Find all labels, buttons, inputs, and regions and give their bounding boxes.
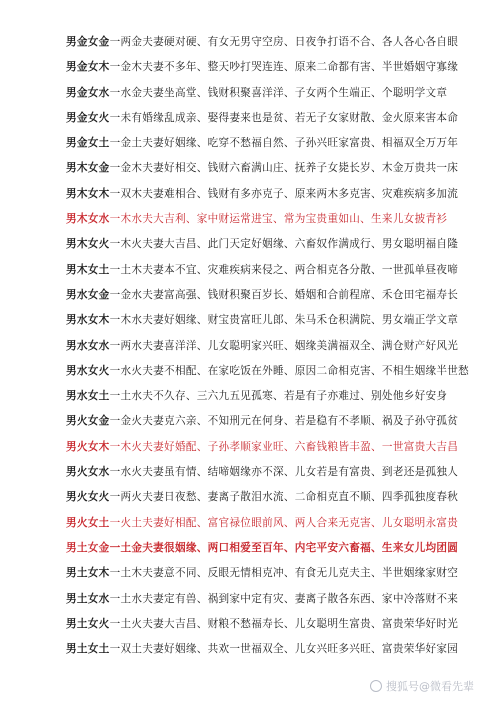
text-line <box>0 536 500 561</box>
line-head: 男土女土 <box>66 643 110 656</box>
text-line <box>0 156 500 181</box>
text-line <box>0 258 500 283</box>
line-head: 男金女金 <box>66 36 110 48</box>
line-head: 男水女金 <box>66 288 110 301</box>
text-line <box>0 30 500 55</box>
line-text: 一水火夫妻不相配、在家吃饭在外睡、原因二命相克害、不相生姻缘半世愁 <box>109 364 470 377</box>
line-head: 男水女火 <box>66 364 110 377</box>
line-text: 一双木夫妻难相合、钱财有多亦克子、原来两木多克害、灾难疾病多加流 <box>109 187 459 200</box>
line-text: 一未有婚缘乱成亲、娶得妻来也是贫、若无子女家财散、金火原来害本命 <box>109 111 459 124</box>
line-head: 男火女金 <box>66 415 110 428</box>
line-head: 男金女水 <box>66 86 110 99</box>
line-text: 一土金夫妻很姻缘、两口相爱至百年、内宅平安六畜福、生来女儿均团圆 <box>109 541 459 554</box>
text-line <box>0 359 500 384</box>
line-text: 一土水夫妻定有兽、祸到家中定有灾、妻离子散各东西、家中冷落财不来 <box>109 592 459 605</box>
line-head: 男水女土 <box>66 390 110 403</box>
text-line <box>0 460 500 485</box>
line-text: 一两水夫妻喜洋洋、儿女聪明家兴旺、姻缘美满福双全、满仓财产好风光 <box>109 339 459 352</box>
line-head: 男土女火 <box>66 617 110 630</box>
line-head: 男火女木 <box>66 440 110 453</box>
line-text: 一金木夫妻好相交、钱财六畜满山庄、抚养子女毙长岁、木金万贵共一床 <box>109 162 459 175</box>
line-text: 一木水夫大吉利、家中财运常进宝、常为宝贵重如山、生来儿女披青衫 <box>109 213 448 226</box>
line-head: 男火女火 <box>66 491 110 504</box>
document-body <box>0 30 500 662</box>
text-line <box>0 182 500 207</box>
line-head: 男水女木 <box>66 314 110 327</box>
text-line <box>0 207 500 232</box>
text-line <box>0 637 500 662</box>
line-head: 男木女金 <box>66 162 110 175</box>
line-head: 男金女木 <box>66 61 110 74</box>
line-text: 一金木夫妻不多年、整天吵打哭连连、原来二命都有害、半世婚姻守寡缘 <box>109 61 459 74</box>
line-head: 男土女金 <box>66 541 110 554</box>
line-text: 一土火夫妻大吉昌、财粮不愁福寿长、儿女聪明生富贵、富贵荣华好时光 <box>109 617 459 630</box>
line-head: 男水女水 <box>66 339 110 352</box>
line-head: 男金女土 <box>66 137 110 150</box>
line-text: 一两火夫妻日夜愁、妻离子散泪水流、二命相克直不顺、四季孤独度春秋 <box>109 491 459 504</box>
line-text: 一金水夫妻富高强、钱财积聚百岁长、婚姻和合前程席、禾仓田宅福寿长 <box>109 288 459 301</box>
text-line <box>0 435 500 460</box>
line-text: 一金火夫妻克六亲、不知刑元在何身、若是稳有不孝顺、祸及子孙守孤贫 <box>109 415 459 428</box>
line-text: 一木水夫妻好姻缘、财宝贵富旺儿郎、朱马禾仓积满院、男女端正学文章 <box>109 314 459 327</box>
text-line <box>0 561 500 586</box>
text-line <box>0 131 500 156</box>
text-line <box>0 409 500 434</box>
line-text: 一两金夫妻硬对硬、有女无男守空房、日夜争打语不合、各人各心各自眼 <box>109 36 459 48</box>
line-head: 男金女火 <box>66 111 110 124</box>
line-text: 一水金夫妻坐高堂、钱财积聚喜洋洋、子女两个生端正、个聪明学文章 <box>109 86 448 99</box>
watermark-text: 搜狐号@微看先辈 <box>386 680 474 693</box>
line-text: 一木火夫妻大吉昌、此门天定好姻缘、六畜奴作满成行、男女聪明福自隆 <box>109 238 459 251</box>
sohu-logo-icon <box>370 680 382 692</box>
text-line <box>0 334 500 359</box>
line-head: 男木女土 <box>66 263 110 276</box>
text-line <box>0 232 500 257</box>
line-head: 男土女水 <box>66 592 110 605</box>
text-line <box>0 485 500 510</box>
text-line <box>0 81 500 106</box>
line-text: 一金土夫妻好姻缘、吃穿不愁福自然、子孙兴旺家富贵、相福双全万万年 <box>109 137 459 150</box>
line-head: 男火女土 <box>66 516 110 529</box>
line-text: 一双土夫妻好姻缘、共欢一世福双全、儿女兴旺多兴旺、富贵荣华好家园 <box>109 643 459 656</box>
text-line <box>0 384 500 409</box>
line-text: 一木火夫妻好婚配、子孙孝顺家业旺、六畜钱粮皆丰盈、一世富贵大吉昌 <box>109 440 459 453</box>
line-text: 一水火夫妻虽有情、结啼姻缘亦不深、儿女若是有富贵、到老还是孤独人 <box>109 466 459 479</box>
text-line <box>0 587 500 612</box>
line-head: 男土女木 <box>66 567 110 580</box>
text-line <box>0 55 500 80</box>
text-line <box>0 106 500 131</box>
text-line <box>0 283 500 308</box>
line-text: 一火土夫妻好相配、富官禄位眼前风、两人合来无克害、儿女聪明永富贵 <box>109 516 459 529</box>
line-head: 男木女火 <box>66 238 110 251</box>
text-line <box>0 612 500 637</box>
line-text: 一土水夫不久存、三六九五见孤寒、若是有子亦难过、别处他乡好安身 <box>109 390 448 403</box>
line-head: 男木女木 <box>66 187 110 200</box>
watermark <box>370 678 474 694</box>
text-line <box>0 308 500 333</box>
line-text: 一土木夫妻本不宜、灾难疾病来侵之、两合相克各分散、一世孤单昼夜啼 <box>109 263 459 276</box>
line-head: 男火女水 <box>66 466 110 479</box>
line-text: 一土木夫妻意不同、反眼无情相克冲、有食无儿克夫主、半世姻缘家财空 <box>109 567 459 580</box>
text-line <box>0 511 500 536</box>
line-head: 男木女水 <box>66 213 110 226</box>
